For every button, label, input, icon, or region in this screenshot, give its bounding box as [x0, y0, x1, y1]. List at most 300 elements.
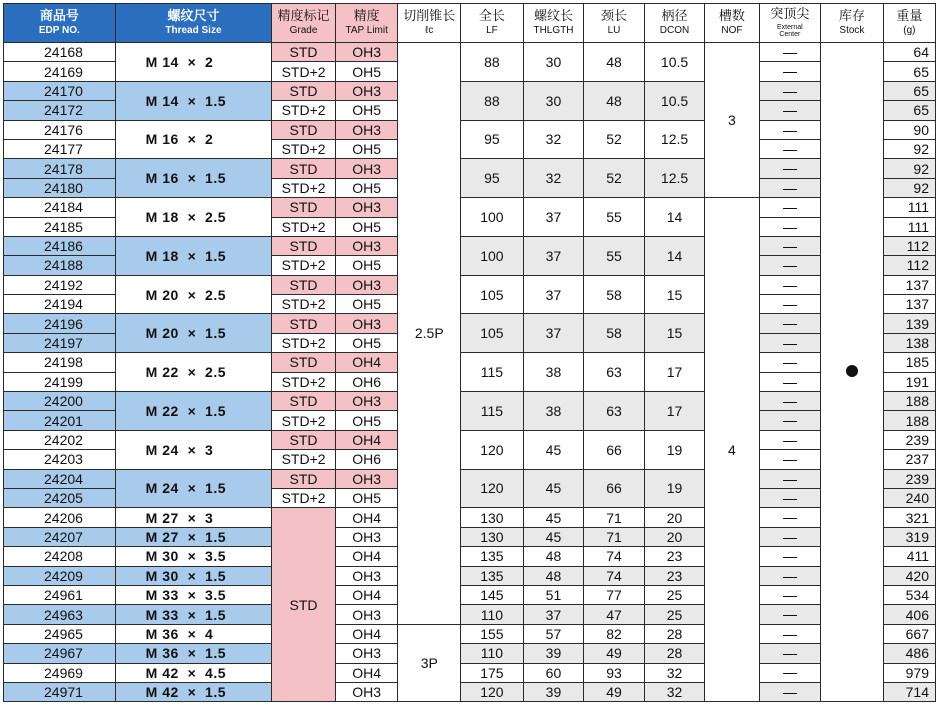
- tap-limit-cell: OH5: [335, 333, 398, 352]
- grade-cell: STD: [272, 120, 336, 139]
- lf-cell: 88: [461, 81, 524, 120]
- dcon-cell: 10.5: [644, 43, 705, 82]
- header-grade: 精度标记 Grade: [272, 4, 336, 43]
- lf-cell: 155: [461, 624, 524, 643]
- lu-cell: 63: [584, 353, 645, 392]
- edp-cell: 24965: [4, 624, 116, 643]
- lf-cell: 120: [461, 430, 524, 469]
- external-center-cell: [759, 644, 821, 663]
- dash-icon: [783, 441, 797, 442]
- table-row: [4, 392, 936, 411]
- lf-cell: 120: [461, 682, 524, 701]
- weight-cell: 714: [883, 682, 935, 701]
- dash-icon: [783, 615, 797, 616]
- external-center-cell: [759, 566, 821, 585]
- tap-limit-cell: OH4: [335, 547, 398, 566]
- dash-icon: [783, 635, 797, 636]
- lu-cell: 93: [584, 663, 645, 682]
- dash-icon: [783, 169, 797, 170]
- tap-limit-cell: OH3: [335, 236, 398, 255]
- tap-limit-cell: OH3: [335, 682, 398, 701]
- tap-limit-cell: OH4: [335, 624, 398, 643]
- weight-cell: 191: [883, 372, 935, 391]
- dash-icon: [783, 92, 797, 93]
- edp-cell: 24184: [4, 198, 116, 217]
- dcon-cell: 32: [644, 663, 705, 682]
- lu-cell: 74: [584, 566, 645, 585]
- thread-size-cell: M 16 × 1.5: [115, 159, 272, 198]
- thread-size-cell: M 22 × 1.5: [115, 392, 272, 431]
- nof-cell: 3: [705, 43, 759, 198]
- external-center-cell: [759, 159, 821, 178]
- external-center-cell: [759, 450, 821, 469]
- edp-cell: 24961: [4, 585, 116, 604]
- grade-cell: STD: [272, 392, 336, 411]
- nof-cell: 4: [705, 198, 759, 702]
- external-center-cell: [759, 178, 821, 197]
- thlgth-cell: 51: [523, 585, 584, 604]
- thlgth-cell: 37: [523, 198, 584, 237]
- external-center-cell: [759, 527, 821, 546]
- dash-icon: [783, 557, 797, 558]
- grade-cell: STD: [272, 81, 336, 100]
- table-row: [4, 527, 936, 546]
- thread-size-cell: M 27 × 1.5: [115, 527, 272, 546]
- dcon-cell: 17: [644, 392, 705, 431]
- dash-icon: [783, 189, 797, 190]
- external-center-cell: [759, 101, 821, 120]
- table-row: [4, 353, 936, 372]
- lu-cell: 48: [584, 43, 645, 82]
- dcon-cell: 12.5: [644, 159, 705, 198]
- weight-cell: 111: [883, 198, 935, 217]
- tap-limit-cell: OH4: [335, 353, 398, 372]
- dcon-cell: 28: [644, 644, 705, 663]
- lu-cell: 55: [584, 198, 645, 237]
- thread-size-cell: M 20 × 1.5: [115, 314, 272, 353]
- weight-cell: 138: [883, 333, 935, 352]
- lu-cell: 52: [584, 159, 645, 198]
- table-row: [4, 566, 936, 585]
- external-center-cell: [759, 547, 821, 566]
- tap-limit-cell: OH4: [335, 585, 398, 604]
- weight-cell: 137: [883, 295, 935, 314]
- grade-cell: STD: [272, 508, 336, 702]
- dash-icon: [783, 654, 797, 655]
- external-center-cell: [759, 81, 821, 100]
- dcon-cell: 15: [644, 314, 705, 353]
- grade-cell: STD: [272, 198, 336, 217]
- external-center-cell: [759, 217, 821, 236]
- grade-cell: STD: [272, 43, 336, 62]
- tap-limit-cell: OH5: [335, 488, 398, 507]
- dash-icon: [783, 53, 797, 54]
- thlgth-cell: 30: [523, 43, 584, 82]
- thlgth-cell: 39: [523, 644, 584, 663]
- table-row: [4, 605, 936, 624]
- tap-limit-cell: OH5: [335, 62, 398, 81]
- edp-cell: 24198: [4, 353, 116, 372]
- table-row: [4, 275, 936, 294]
- weight-cell: 92: [883, 178, 935, 197]
- header-tap-limit: 精度 TAP Limit: [335, 4, 398, 43]
- external-center-cell: [759, 120, 821, 139]
- edp-cell: 24186: [4, 236, 116, 255]
- lf-cell: 130: [461, 508, 524, 527]
- tap-limit-cell: OH3: [335, 392, 398, 411]
- header-nof: 槽数 NOF: [705, 4, 759, 43]
- thlgth-cell: 30: [523, 81, 584, 120]
- table-row: [4, 547, 936, 566]
- lu-cell: 71: [584, 508, 645, 527]
- tap-limit-cell: OH5: [335, 295, 398, 314]
- weight-cell: 188: [883, 392, 935, 411]
- thread-size-cell: M 27 × 3: [115, 508, 272, 527]
- external-center-cell: [759, 430, 821, 449]
- external-center-cell: [759, 624, 821, 643]
- dash-icon: [783, 480, 797, 481]
- table-row: [4, 682, 936, 701]
- thread-size-cell: M 36 × 1.5: [115, 644, 272, 663]
- dash-icon: [783, 286, 797, 287]
- grade-cell: STD+2: [272, 372, 336, 391]
- dcon-cell: 20: [644, 527, 705, 546]
- weight-cell: 321: [883, 508, 935, 527]
- dash-icon: [783, 363, 797, 364]
- dash-icon: [783, 499, 797, 500]
- tap-limit-cell: OH3: [335, 159, 398, 178]
- dash-icon: [783, 538, 797, 539]
- thread-size-cell: M 24 × 1.5: [115, 469, 272, 508]
- thlgth-cell: 32: [523, 159, 584, 198]
- dash-icon: [783, 673, 797, 674]
- dcon-cell: 19: [644, 430, 705, 469]
- edp-cell: 24963: [4, 605, 116, 624]
- thread-size-cell: M 33 × 3.5: [115, 585, 272, 604]
- lf-cell: 100: [461, 236, 524, 275]
- lu-cell: 66: [584, 469, 645, 508]
- grade-cell: STD: [272, 275, 336, 294]
- edp-cell: 24172: [4, 101, 116, 120]
- stock-cell: [821, 43, 884, 702]
- external-center-cell: [759, 585, 821, 604]
- thread-size-cell: M 14 × 2: [115, 43, 272, 82]
- thlgth-cell: 45: [523, 527, 584, 546]
- thread-size-cell: M 36 × 4: [115, 624, 272, 643]
- tap-limit-cell: OH3: [335, 605, 398, 624]
- edp-cell: 24170: [4, 81, 116, 100]
- dcon-cell: 17: [644, 353, 705, 392]
- dash-icon: [783, 596, 797, 597]
- edp-cell: 24203: [4, 450, 116, 469]
- table-row: [4, 663, 936, 682]
- dash-icon: [783, 421, 797, 422]
- grade-cell: STD+2: [272, 411, 336, 430]
- thread-size-cell: M 42 × 4.5: [115, 663, 272, 682]
- thlgth-cell: 60: [523, 663, 584, 682]
- tap-limit-cell: OH3: [335, 314, 398, 333]
- weight-cell: 406: [883, 605, 935, 624]
- external-center-cell: [759, 62, 821, 81]
- dcon-cell: 25: [644, 585, 705, 604]
- thread-size-cell: M 42 × 1.5: [115, 682, 272, 701]
- tap-limit-cell: OH6: [335, 450, 398, 469]
- lu-cell: 58: [584, 314, 645, 353]
- thlgth-cell: 48: [523, 566, 584, 585]
- grade-cell: STD+2: [272, 488, 336, 507]
- edp-cell: 24971: [4, 682, 116, 701]
- header-thread: 螺纹尺寸 Thread Size: [115, 4, 272, 43]
- weight-cell: 667: [883, 624, 935, 643]
- tap-limit-cell: OH4: [335, 663, 398, 682]
- weight-cell: 112: [883, 256, 935, 275]
- table-row: [4, 469, 936, 488]
- thread-size-cell: M 18 × 1.5: [115, 236, 272, 275]
- external-center-cell: [759, 295, 821, 314]
- thread-size-cell: M 30 × 1.5: [115, 566, 272, 585]
- dcon-cell: 25: [644, 605, 705, 624]
- thlgth-cell: 32: [523, 120, 584, 159]
- grade-cell: STD: [272, 236, 336, 255]
- lf-cell: 95: [461, 159, 524, 198]
- tap-limit-cell: OH5: [335, 178, 398, 197]
- edp-cell: 24206: [4, 508, 116, 527]
- table-row: [4, 585, 936, 604]
- weight-cell: 92: [883, 159, 935, 178]
- edp-cell: 24192: [4, 275, 116, 294]
- edp-cell: 24199: [4, 372, 116, 391]
- weight-cell: 111: [883, 217, 935, 236]
- tap-limit-cell: OH3: [335, 469, 398, 488]
- lu-cell: 52: [584, 120, 645, 159]
- lf-cell: 95: [461, 120, 524, 159]
- lu-cell: 82: [584, 624, 645, 643]
- lf-cell: 135: [461, 547, 524, 566]
- external-center-cell: [759, 372, 821, 391]
- table-body: [4, 43, 936, 702]
- lf-cell: 145: [461, 585, 524, 604]
- edp-cell: 24185: [4, 217, 116, 236]
- edp-cell: 24188: [4, 256, 116, 275]
- table-row: [4, 198, 936, 217]
- lu-cell: 55: [584, 236, 645, 275]
- edp-cell: 24207: [4, 527, 116, 546]
- external-center-cell: [759, 43, 821, 62]
- thread-size-cell: M 16 × 2: [115, 120, 272, 159]
- lf-cell: 115: [461, 353, 524, 392]
- lf-cell: 110: [461, 605, 524, 624]
- external-center-cell: [759, 256, 821, 275]
- thlgth-cell: 57: [523, 624, 584, 643]
- lc-cell: 2.5P: [398, 43, 461, 625]
- header-dcon: 柄径 DCON: [644, 4, 705, 43]
- grade-cell: STD: [272, 159, 336, 178]
- grade-cell: STD: [272, 469, 336, 488]
- thread-size-cell: M 33 × 1.5: [115, 605, 272, 624]
- external-center-cell: [759, 508, 821, 527]
- edp-cell: 24169: [4, 62, 116, 81]
- lf-cell: 105: [461, 275, 524, 314]
- lu-cell: 47: [584, 605, 645, 624]
- grade-cell: STD+2: [272, 333, 336, 352]
- dash-icon: [783, 305, 797, 306]
- thlgth-cell: 39: [523, 682, 584, 701]
- lu-cell: 49: [584, 644, 645, 663]
- grade-cell: STD+2: [272, 139, 336, 158]
- weight-cell: 137: [883, 275, 935, 294]
- dash-icon: [783, 131, 797, 132]
- lf-cell: 110: [461, 644, 524, 663]
- dash-icon: [783, 228, 797, 229]
- dcon-cell: 14: [644, 236, 705, 275]
- thread-size-cell: M 18 × 2.5: [115, 198, 272, 237]
- tap-limit-cell: OH3: [335, 644, 398, 663]
- dcon-cell: 14: [644, 198, 705, 237]
- external-center-cell: [759, 275, 821, 294]
- lu-cell: 71: [584, 527, 645, 546]
- thread-size-cell: M 14 × 1.5: [115, 81, 272, 120]
- edp-cell: 24180: [4, 178, 116, 197]
- thread-size-cell: M 22 × 2.5: [115, 353, 272, 392]
- external-center-cell: [759, 682, 821, 701]
- external-center-cell: [759, 139, 821, 158]
- external-center-cell: [759, 333, 821, 352]
- dash-icon: [783, 266, 797, 267]
- edp-cell: 24176: [4, 120, 116, 139]
- external-center-cell: [759, 314, 821, 333]
- external-center-cell: [759, 392, 821, 411]
- lf-cell: 88: [461, 43, 524, 82]
- edp-cell: 24200: [4, 392, 116, 411]
- lf-cell: 175: [461, 663, 524, 682]
- lu-cell: 77: [584, 585, 645, 604]
- dash-icon: [783, 324, 797, 325]
- external-center-cell: [759, 198, 821, 217]
- table-row: [4, 508, 936, 527]
- tap-limit-cell: OH5: [335, 411, 398, 430]
- tap-limit-cell: OH4: [335, 508, 398, 527]
- header-edp: 商品号 EDP NO.: [4, 4, 116, 43]
- dcon-cell: 10.5: [644, 81, 705, 120]
- lf-cell: 130: [461, 527, 524, 546]
- edp-cell: 24201: [4, 411, 116, 430]
- weight-cell: 237: [883, 450, 935, 469]
- header-lf: 全长 LF: [461, 4, 524, 43]
- thlgth-cell: 45: [523, 469, 584, 508]
- thlgth-cell: 45: [523, 508, 584, 527]
- external-center-cell: [759, 469, 821, 488]
- tap-limit-cell: OH3: [335, 81, 398, 100]
- header-thlgth: 螺纹长 THLGTH: [523, 4, 584, 43]
- grade-cell: STD: [272, 314, 336, 333]
- weight-cell: 239: [883, 469, 935, 488]
- edp-cell: 24178: [4, 159, 116, 178]
- dcon-cell: 23: [644, 566, 705, 585]
- tap-spec-table: [3, 3, 936, 702]
- dcon-cell: 19: [644, 469, 705, 508]
- table-row: [4, 644, 936, 663]
- grade-cell: STD+2: [272, 62, 336, 81]
- grade-cell: STD: [272, 353, 336, 372]
- header-external-center: 突顶尖 External Center: [759, 4, 821, 43]
- dcon-cell: 28: [644, 624, 705, 643]
- weight-cell: 139: [883, 314, 935, 333]
- lf-cell: 120: [461, 469, 524, 508]
- weight-cell: 112: [883, 236, 935, 255]
- grade-cell: STD+2: [272, 450, 336, 469]
- lf-cell: 135: [461, 566, 524, 585]
- thlgth-cell: 37: [523, 605, 584, 624]
- header-weight: 重量 (g): [883, 4, 935, 43]
- weight-cell: 188: [883, 411, 935, 430]
- external-center-cell: [759, 663, 821, 682]
- edp-cell: 24168: [4, 43, 116, 62]
- edp-cell: 24177: [4, 139, 116, 158]
- lu-cell: 74: [584, 547, 645, 566]
- lu-cell: 66: [584, 430, 645, 469]
- weight-cell: 486: [883, 644, 935, 663]
- dash-icon: [783, 72, 797, 73]
- edp-cell: 24967: [4, 644, 116, 663]
- dash-icon: [783, 693, 797, 694]
- external-center-cell: [759, 488, 821, 507]
- weight-cell: 411: [883, 547, 935, 566]
- lu-cell: 48: [584, 81, 645, 120]
- tap-limit-cell: OH5: [335, 139, 398, 158]
- dash-icon: [783, 247, 797, 248]
- thlgth-cell: 37: [523, 236, 584, 275]
- weight-cell: 90: [883, 120, 935, 139]
- header-row: [4, 4, 936, 43]
- tap-limit-cell: OH3: [335, 198, 398, 217]
- filled-dot-icon: [846, 365, 858, 377]
- thlgth-cell: 38: [523, 392, 584, 431]
- thlgth-cell: 38: [523, 353, 584, 392]
- grade-cell: STD+2: [272, 295, 336, 314]
- thlgth-cell: 37: [523, 275, 584, 314]
- external-center-cell: [759, 236, 821, 255]
- header-stock: 库存 Stock: [821, 4, 884, 43]
- dash-icon: [783, 383, 797, 384]
- dash-icon: [783, 460, 797, 461]
- lu-cell: 58: [584, 275, 645, 314]
- edp-cell: 24209: [4, 566, 116, 585]
- grade-cell: STD+2: [272, 256, 336, 275]
- grade-cell: STD+2: [272, 101, 336, 120]
- dash-icon: [783, 344, 797, 345]
- dash-icon: [783, 208, 797, 209]
- thread-size-cell: M 30 × 3.5: [115, 547, 272, 566]
- dcon-cell: 32: [644, 682, 705, 701]
- edp-cell: 24202: [4, 430, 116, 449]
- grade-cell: STD+2: [272, 217, 336, 236]
- weight-cell: 239: [883, 430, 935, 449]
- dash-icon: [783, 518, 797, 519]
- table-row: [4, 43, 936, 62]
- dash-icon: [783, 577, 797, 578]
- table-row: [4, 236, 936, 255]
- grade-cell: STD: [272, 430, 336, 449]
- dcon-cell: 12.5: [644, 120, 705, 159]
- thread-size-cell: M 20 × 2.5: [115, 275, 272, 314]
- thlgth-cell: 37: [523, 314, 584, 353]
- dcon-cell: 20: [644, 508, 705, 527]
- header-lu: 颈长 LU: [584, 4, 645, 43]
- weight-cell: 240: [883, 488, 935, 507]
- edp-cell: 24197: [4, 333, 116, 352]
- header-lc: 切削锥长 ℓc: [398, 4, 461, 43]
- weight-cell: 65: [883, 101, 935, 120]
